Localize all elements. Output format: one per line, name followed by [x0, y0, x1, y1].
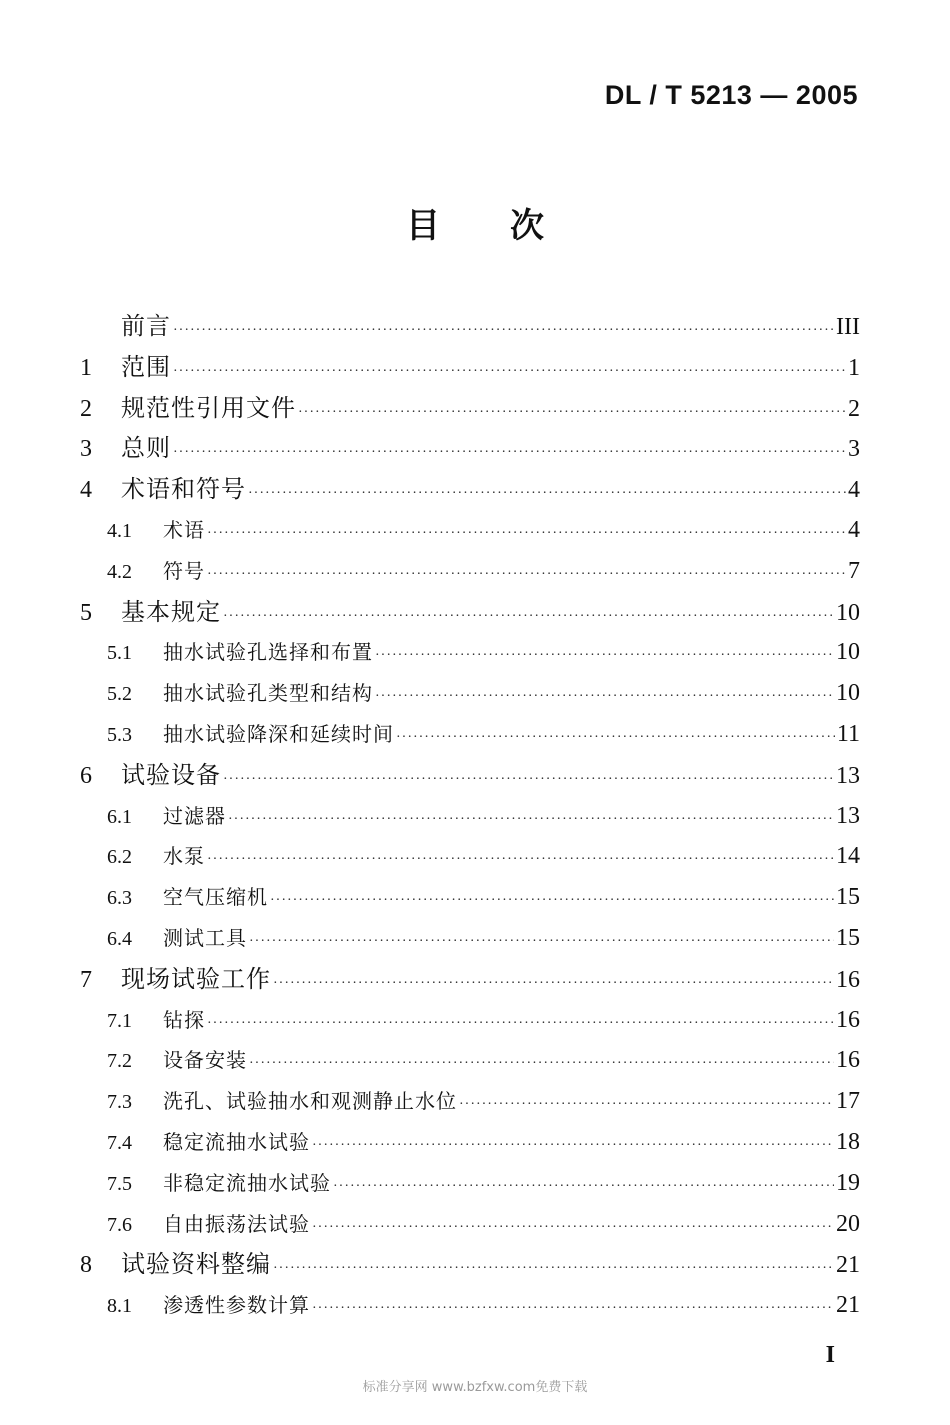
toc-entry-title: 过滤器 [163, 803, 226, 828]
toc-dot-leader [173, 352, 846, 393]
toc-entry-title: 非稳定流抽水试验 [163, 1170, 331, 1195]
toc-entry-page: 19 [836, 1169, 860, 1196]
toc-entry-number: 6.2 [107, 846, 132, 869]
toc-dot-leader [207, 840, 834, 881]
toc-entry-page: 20 [836, 1210, 860, 1237]
toc-entry[interactable] [80, 388, 860, 429]
toc-entry-page: 18 [836, 1128, 860, 1155]
toc-entry[interactable] [80, 551, 860, 592]
toc-entry-title: 试验设备 [121, 760, 221, 789]
toc-entry-page: 16 [836, 1006, 860, 1033]
toc-entry-page: 3 [848, 436, 860, 463]
toc-dot-leader [333, 1167, 834, 1208]
toc-entry-page: 2 [848, 395, 860, 422]
toc-entry-title: 范围 [121, 352, 171, 381]
toc-dot-leader [375, 677, 834, 718]
toc-entry-number: 7.6 [107, 1213, 132, 1236]
watermark: 标准分享网 www.bzfxw.com免费下载 [362, 1380, 588, 1395]
toc-entry-number: 7.1 [107, 1009, 132, 1032]
toc-dot-leader [248, 474, 846, 515]
toc-entry[interactable] [80, 673, 860, 714]
toc-dot-leader [173, 433, 846, 474]
toc-entry-number: 6.3 [107, 887, 132, 910]
toc-entry-number: 7.2 [107, 1050, 132, 1073]
toc-dot-leader [273, 1249, 834, 1290]
toc-entry-number: 8.1 [107, 1295, 132, 1318]
toc-entry[interactable] [80, 1040, 860, 1081]
document-code: DL / T 5213 — 2005 [604, 80, 858, 110]
toc-entry-title: 抽水试验孔类型和结构 [163, 681, 373, 706]
toc-entry[interactable] [80, 306, 860, 347]
toc-entry-page: 15 [836, 924, 860, 951]
toc-entry-title: 测试工具 [163, 925, 247, 950]
title-char-1: 目 [406, 206, 440, 246]
toc-entry-page: 14 [836, 843, 860, 870]
toc-entry[interactable] [80, 918, 860, 959]
toc-entry-number: 6 [80, 762, 92, 789]
toc-dot-leader [396, 718, 835, 759]
toc-dot-leader [459, 1085, 834, 1126]
toc-entry[interactable] [80, 1000, 860, 1041]
toc-entry-number: 7.3 [107, 1091, 132, 1114]
toc-entry-title: 水泵 [163, 844, 205, 869]
toc-entry-title: 现场试验工作 [121, 964, 271, 993]
toc-entry-title: 试验资料整编 [121, 1250, 271, 1279]
page-title [0, 198, 950, 247]
toc-entry-number: 4.2 [107, 560, 132, 583]
toc-entry-page: 11 [836, 720, 860, 747]
toc-entry[interactable] [80, 469, 860, 510]
toc-entry-page: 13 [836, 802, 860, 829]
toc-entry-number: 7 [80, 966, 92, 993]
toc-entry-page: 16 [836, 1047, 860, 1074]
toc-entry[interactable] [80, 1122, 860, 1163]
toc-entry-number: 8 [80, 1252, 92, 1279]
toc-dot-leader [273, 964, 834, 1005]
toc-entry-title: 设备安装 [163, 1048, 247, 1073]
toc-entry[interactable] [80, 959, 860, 1000]
toc-entry-number: 1 [80, 354, 92, 381]
toc-dot-leader [270, 881, 834, 922]
toc-entry[interactable] [80, 592, 860, 633]
toc-entry-page: 10 [836, 639, 860, 666]
toc-dot-leader [375, 636, 834, 677]
toc-entry-title: 抽水试验孔选择和布置 [163, 640, 373, 665]
toc-entry-number: 2 [80, 395, 92, 422]
toc-entry-number: 5.1 [107, 642, 132, 665]
toc-entry-title: 稳定流抽水试验 [163, 1129, 310, 1154]
toc-entry[interactable] [80, 428, 860, 469]
toc-dot-leader [173, 311, 834, 352]
toc-entry[interactable] [80, 1163, 860, 1204]
toc-entry-title: 空气压缩机 [163, 885, 268, 910]
toc-entry-title: 自由振荡法试验 [163, 1211, 310, 1236]
toc-entry[interactable] [80, 796, 860, 837]
toc-entry-title: 抽水试验降深和延续时间 [163, 721, 394, 746]
toc-entry-page: 21 [836, 1292, 860, 1319]
toc-entry-title: 渗透性参数计算 [163, 1293, 310, 1318]
toc-entry-number: 3 [80, 436, 92, 463]
title-char-2: 次 [510, 206, 544, 246]
toc-entry[interactable] [80, 836, 860, 877]
toc-entry[interactable] [80, 1285, 860, 1326]
toc-dot-leader [207, 514, 846, 555]
toc-entry[interactable] [80, 755, 860, 796]
page-number: I [825, 1342, 835, 1368]
toc-entry-number: 7.4 [107, 1131, 132, 1154]
toc-entry-title: 术语和符号 [121, 475, 246, 504]
toc-entry-page: 21 [836, 1252, 860, 1279]
toc-entry-page: 16 [836, 966, 860, 993]
toc-entry-number: 4.1 [107, 519, 132, 542]
toc-dot-leader [312, 1126, 834, 1167]
toc-dot-leader [223, 760, 834, 801]
toc-entry-page: III [836, 314, 860, 340]
toc-dot-leader [228, 800, 834, 841]
toc-entry[interactable] [80, 1204, 860, 1245]
toc-entry[interactable] [80, 877, 860, 918]
toc-dot-leader [207, 1004, 834, 1045]
toc-entry-page: 7 [848, 557, 860, 584]
toc-entry-title: 规范性引用文件 [121, 393, 296, 422]
toc-entry[interactable] [80, 632, 860, 673]
toc-entry-title: 钻探 [163, 1007, 205, 1032]
toc-entry-page: 13 [836, 762, 860, 789]
toc-entry-page: 4 [848, 516, 860, 543]
toc-dot-leader [298, 393, 846, 434]
toc-entry-number: 5.2 [107, 683, 132, 706]
toc-entry[interactable] [80, 347, 860, 388]
toc-entry[interactable] [80, 714, 860, 755]
toc-entry-page: 1 [848, 354, 860, 381]
toc-dot-leader [207, 555, 846, 596]
toc-dot-leader [312, 1289, 834, 1330]
toc-entry-number: 6.1 [107, 805, 132, 828]
toc-entry-page: 10 [836, 599, 860, 626]
toc-entry-number: 7.5 [107, 1172, 132, 1195]
toc-entry-number: 5 [80, 599, 92, 626]
toc-dot-leader [249, 1044, 834, 1085]
toc-dot-leader [223, 597, 834, 638]
toc-dot-leader [312, 1208, 834, 1249]
toc-entry-title: 术语 [163, 517, 205, 542]
toc-entry[interactable] [80, 1081, 860, 1122]
toc-entry-number: 6.4 [107, 927, 132, 950]
toc-entry-page: 4 [848, 477, 860, 504]
toc-entry[interactable] [80, 1244, 860, 1285]
toc-dot-leader [249, 922, 834, 963]
toc-entry-title: 符号 [163, 558, 205, 583]
toc-entry-title: 前言 [121, 312, 171, 340]
table-of-contents [80, 306, 860, 1326]
toc-entry-title: 基本规定 [121, 597, 221, 626]
toc-entry-page: 17 [836, 1088, 860, 1115]
toc-entry-title: 总则 [121, 434, 171, 463]
toc-entry-page: 15 [836, 884, 860, 911]
toc-entry-page: 10 [836, 680, 860, 707]
toc-entry-number: 5.3 [107, 723, 132, 746]
toc-entry[interactable] [80, 510, 860, 551]
toc-entry-number: 4 [80, 477, 92, 504]
toc-entry-title: 洗孔、试验抽水和观测静止水位 [163, 1089, 457, 1114]
